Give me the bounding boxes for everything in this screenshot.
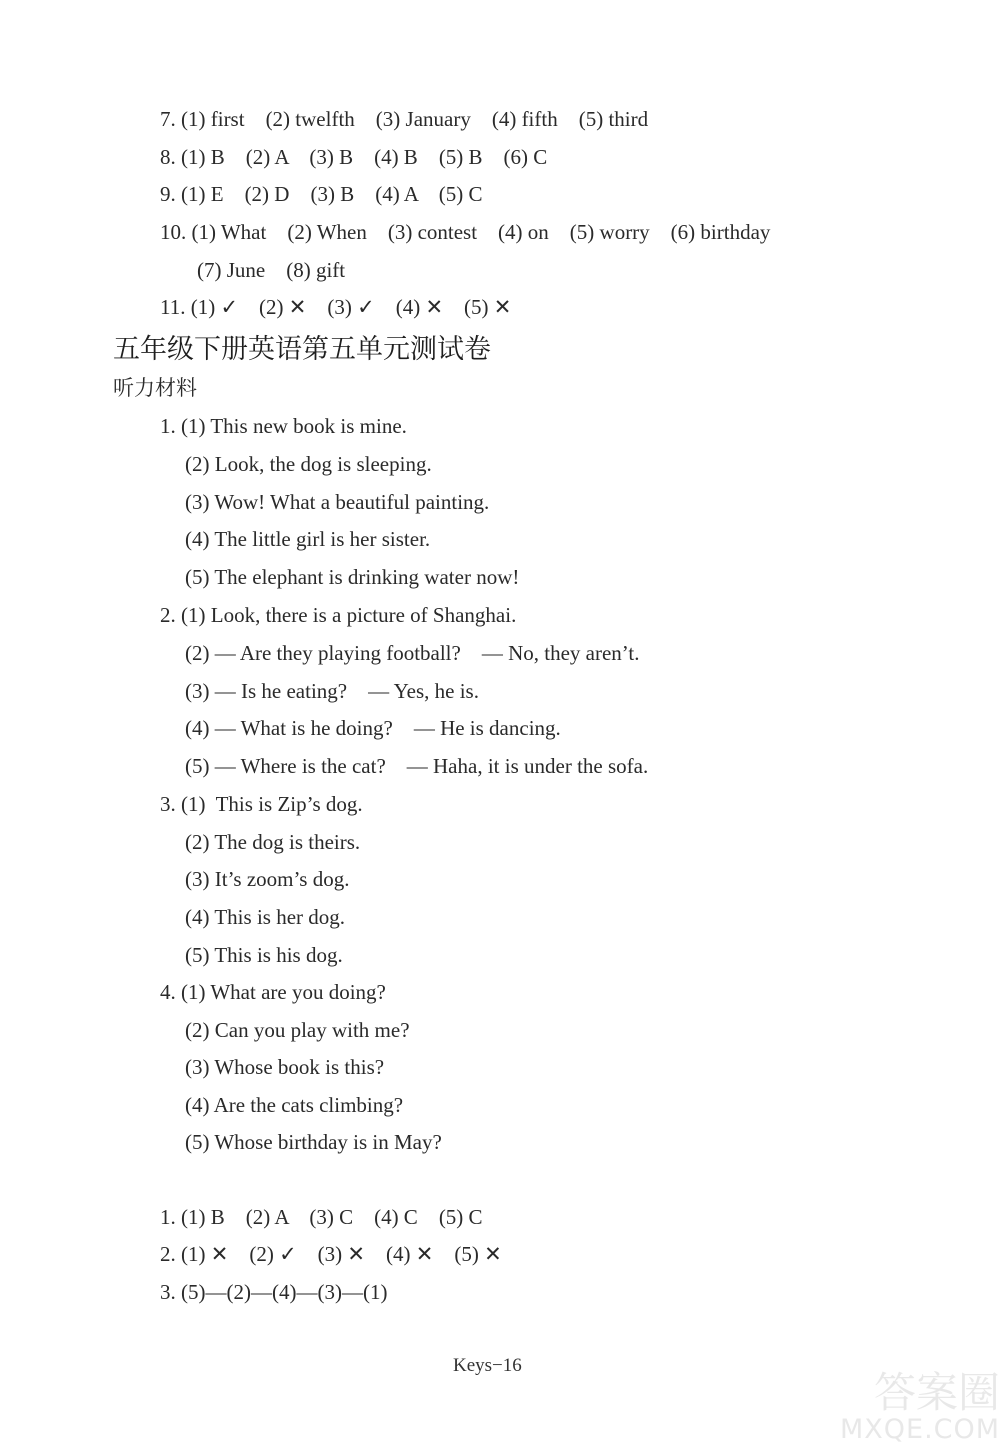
listening-line: (3) Whose book is this? [185, 1055, 385, 1079]
page-number: Keys−16 [453, 1355, 522, 1376]
listening-line: (2) — Are they playing football? — No, they aren’t. [185, 641, 640, 665]
answer-line-10-continued: (7) June (8) gift [197, 258, 346, 282]
listening-line: (2) The dog is theirs. [185, 830, 361, 854]
answer-line-10: 10. (1) What (2) When (3) contest (4) on (5) worry (6) birthday [160, 220, 771, 244]
watermark-url: MXQE.COM [840, 1414, 1000, 1445]
watermark-title: 答案圈 [874, 1368, 1000, 1417]
listening-line: 4. (1) What are you doing? [160, 980, 386, 1004]
listening-line: (4) — What is he doing? — He is dancing. [185, 716, 561, 740]
listening-line: 3. (1) This is Zip’s dog. [160, 792, 363, 816]
listening-label: 听力材料 [113, 376, 197, 400]
listening-line: (3) Wow! What a beautiful painting. [185, 490, 490, 514]
answer-line-11: 11. (1) ✓ (2) ✕ (3) ✓ (4) ✕ (5) ✕ [160, 295, 512, 319]
listening-line: (5) The elephant is drinking water now! [185, 565, 520, 589]
answer-line-7: 7. (1) first (2) twelfth (3) January (4) fifth (5) third [160, 107, 649, 131]
listening-line: 1. (1) This new book is mine. [160, 414, 407, 438]
listening-line: (2) Look, the dog is sleeping. [185, 452, 432, 476]
listening-line: (5) — Where is the cat? — Haha, it is under the sofa. [185, 754, 649, 778]
listening-line: (3) — Is he eating? — Yes, he is. [185, 679, 479, 703]
listening-line: (4) Are the cats climbing? [185, 1093, 404, 1117]
listening-line: (5) Whose birthday is in May? [185, 1130, 442, 1154]
listening-line: (5) This is his dog. [185, 943, 343, 967]
listening-line: (4) This is her dog. [185, 905, 346, 929]
answer-line-9: 9. (1) E (2) D (3) B (4) A (5) C [160, 182, 483, 206]
unit-answer-line: 1. (1) B (2) A (3) C (4) C (5) C [160, 1205, 483, 1229]
listening-line: (2) Can you play with me? [185, 1018, 410, 1042]
unit-answer-line: 2. (1) ✕ (2) ✓ (3) ✕ (4) ✕ (5) ✕ [160, 1242, 502, 1266]
answer-line-8: 8. (1) B (2) A (3) B (4) B (5) B (6) C [160, 145, 548, 169]
listening-line: (4) The little girl is her sister. [185, 527, 431, 551]
watermark-logo [834, 1354, 1000, 1450]
listening-line: (3) It’s zoom’s dog. [185, 867, 350, 891]
unit-answer-line: 3. (5)—(2)—(4)—(3)—(1) [160, 1280, 388, 1304]
section-title: 五年级下册英语第五单元测试卷 [113, 334, 491, 364]
listening-line: 2. (1) Look, there is a picture of Shanghai. [160, 603, 517, 627]
